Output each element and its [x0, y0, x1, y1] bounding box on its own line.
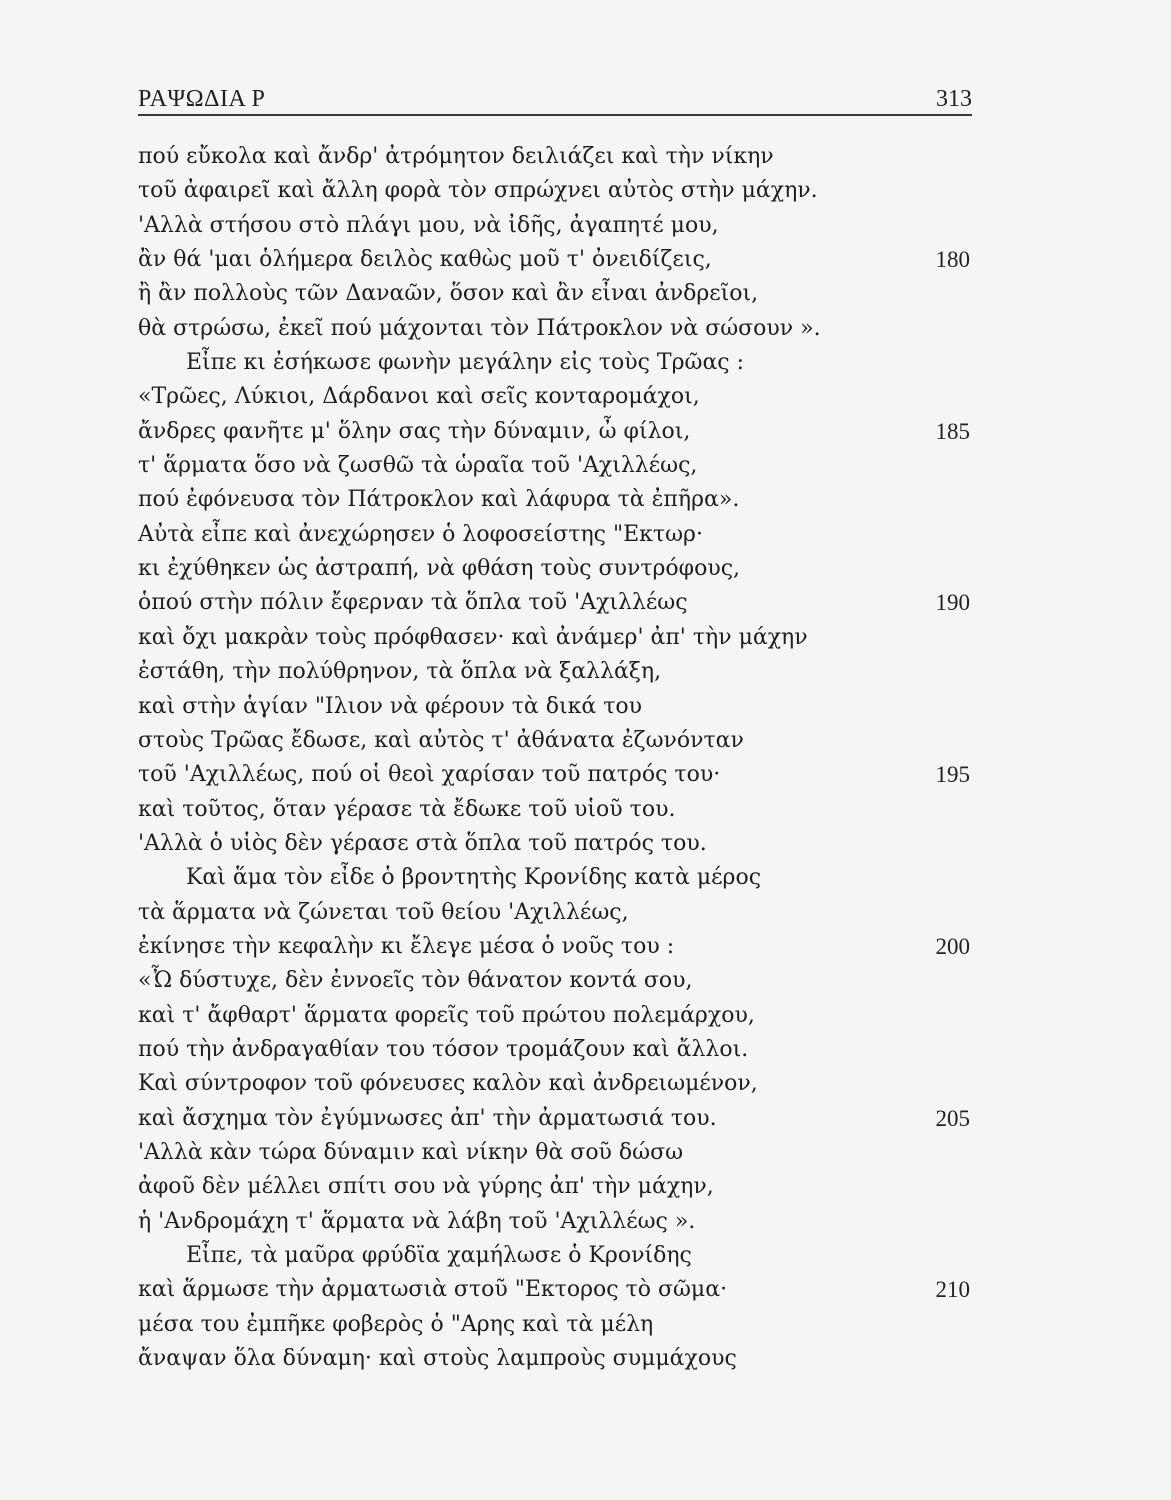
- verse-text: «Τρῶες, Λύκιοι, Δάρδανοι καὶ σεῖς κονταρομάχοι,: [138, 384, 700, 410]
- line-number: 195: [935, 762, 970, 788]
- verse-text: Καὶ ἅμα τὸν εἶδε ὁ βροντητὴς Κρονίδης κατὰ μέρος: [186, 865, 762, 891]
- verse-line: [138, 552, 972, 586]
- verse-line: [138, 827, 972, 861]
- verse-line: [138, 346, 972, 380]
- verse-text: καὶ ὄχι μακρὰν τοὺς πρόφθασεν· καὶ ἀνάμερ' ἀπ' τὴν μάχην: [138, 624, 808, 650]
- verse-text: Εἶπε κι ἐσήκωσε φωνὴν μεγάλην εἰς τοὺς Τρῶας :: [186, 350, 745, 376]
- verse-line: [138, 1136, 972, 1170]
- verse-text: 'Αλλὰ κὰν τώρα δύναμιν καὶ νίκην θὰ σοῦ δώσω: [138, 1139, 684, 1165]
- verse-text: στοὺς Τρῶας ἔδωσε, καὶ αὐτὸς τ' ἀθάνατα ἐζωνόνταν: [138, 727, 744, 753]
- verse-line: [138, 380, 972, 414]
- verse-line: [138, 964, 972, 998]
- verse-line: [138, 1308, 972, 1342]
- verse-text: πού εὔκολα καὶ ἄνδρ' ἀτρόμητον δειλιάζει καὶ τὴν νίκην: [138, 144, 774, 169]
- line-number: 210: [935, 1277, 970, 1303]
- verse-line: [138, 209, 972, 243]
- poem-text: [138, 140, 972, 1376]
- verse-text: Εἶπε, τὰ μαῦρα φρύδϊα χαμήλωσε ὁ Κρονίδης: [186, 1243, 692, 1268]
- verse-text: θὰ στρώσω, ἐκεῖ πού μάχονται τὸν Πάτροκλον νὰ σώσουν ».: [138, 315, 821, 341]
- verse-text: τ' ἅρματα ὅσο νὰ ζωσθῶ τὰ ὡραῖα τοῦ 'Αχιλλέως,: [138, 453, 698, 479]
- verse-text: 'Αλλὰ στήσου στὸ πλάγι μου, νὰ ἰδῆς, ἀγαπητέ μου,: [138, 212, 719, 238]
- verse-text: καὶ στὴν ἁγίαν "Ιλιον νὰ φέρουν τὰ δικά του: [138, 693, 643, 719]
- verse-line: [138, 793, 972, 827]
- verse-line: [138, 1239, 972, 1273]
- verse-line: [138, 277, 972, 311]
- verse-text: «Ὦ δύστυχε, δὲν ἐννοεῖς τὸν θάνατον κοντά σου,: [138, 968, 693, 994]
- verse-text: κι ἐχύθηκεν ὡς ἀστραπή, νὰ φθάση τοὺς συντρόφους,: [138, 556, 741, 582]
- verse-text: τὰ ἅρματα νὰ ζώνεται τοῦ θείου 'Αχιλλέως,: [138, 899, 629, 925]
- verse-text: ἐστάθη, τὴν πολύθρηνον, τὰ ὅπλα νὰ ξαλλάξη,: [138, 659, 662, 685]
- line-number: 205: [935, 1105, 970, 1131]
- verse-line: [138, 1067, 972, 1101]
- verse-line: [138, 930, 972, 964]
- verse-text: ἐκίνησε τὴν κεφαλὴν κι ἔλεγε μέσα ὁ νοῦς του :: [138, 933, 675, 959]
- verse-text: ἄναψαν ὅλα δύναμη· καὶ στοὺς λαμπροὺς συμμάχους: [138, 1346, 737, 1372]
- line-number: 190: [935, 590, 970, 616]
- verse-text: τοῦ ἀφαιρεῖ καὶ ἄλλη φορὰ τὸν σπρώχνει αὐτὸς στὴν μάχην.: [138, 178, 818, 204]
- verse-line: [138, 449, 972, 483]
- verse-text: καὶ ἅρμωσε τὴν ἀρματωσιὰ στοῦ "Εκτορος τὸ σῶμα·: [138, 1277, 728, 1303]
- verse-text: καὶ τοῦτος, ὅταν γέρασε τὰ ἔδωκε τοῦ υἱοῦ του.: [138, 796, 676, 822]
- verse-line: [138, 896, 972, 930]
- verse-text: τοῦ 'Αχιλλέως, πού οἱ θεοὶ χαρίσαν τοῦ πατρός του·: [138, 762, 721, 788]
- verse-line: [138, 1273, 972, 1307]
- verse-text: μέσα του ἐμπῆκε φοβερὸς ὁ "Αρης καὶ τὰ μέλη: [138, 1311, 654, 1337]
- line-number: 200: [935, 933, 970, 959]
- verse-text: ὁπού στὴν πόλιν ἔφερναν τὰ ὅπλα τοῦ 'Αχιλλέως: [138, 590, 688, 616]
- verse-text: ἄνδρες φανῆτε μ' ὅλην σας τὴν δύναμιν, ὦ φίλοι,: [138, 418, 691, 444]
- verse-text: πού ἐφόνευσα τὸν Πάτροκλον καὶ λάφυρα τὰ ἐπῆρα».: [138, 487, 740, 513]
- verse-text: ἂν θά 'μαι ὁλήμερα δειλὸς καθὼς μοῦ τ' ὀνειδίζεις,: [138, 247, 712, 273]
- page-number: 313: [936, 86, 972, 112]
- verse-line: [138, 174, 972, 208]
- verse-text: 'Αλλὰ ὁ υἱὸς δὲν γέρασε στὰ ὅπλα τοῦ πατρός του.: [138, 830, 707, 856]
- verse-line: [138, 518, 972, 552]
- verse-line: [138, 243, 972, 277]
- line-number: 180: [935, 247, 970, 273]
- line-number: 185: [935, 418, 970, 444]
- verse-line: [138, 1102, 972, 1136]
- verse-line: [138, 690, 972, 724]
- verse-line: [138, 483, 972, 517]
- verse-line: [138, 655, 972, 689]
- verse-line: [138, 724, 972, 758]
- verse-text: Αὐτὰ εἶπε καὶ ἀνεχώρησεν ὁ λοφοσείστης "Εκτωρ·: [138, 521, 703, 547]
- verse-line: [138, 999, 972, 1033]
- verse-line: [138, 621, 972, 655]
- verse-line: [138, 140, 972, 174]
- verse-text: ἀφοῦ δὲν μέλλει σπίτι σου νὰ γύρης ἀπ' τὴν μάχην,: [138, 1174, 714, 1200]
- verse-line: [138, 415, 972, 449]
- running-title: ΡΑΨΩΔΙΑ Ρ: [138, 86, 266, 112]
- verse-line: [138, 1170, 972, 1204]
- verse-line: [138, 861, 972, 895]
- verse-text: καὶ τ' ἄφθαρτ' ἅρματα φορεῖς τοῦ πρώτου πολεμάρχου,: [138, 1002, 755, 1028]
- verse-line: [138, 312, 972, 346]
- verse-line: [138, 586, 972, 620]
- verse-line: [138, 1342, 972, 1376]
- verse-line: [138, 1033, 972, 1067]
- verse-text: ἡ 'Ανδρομάχη τ' ἅρματα νὰ λάβη τοῦ 'Αχιλλέως ».: [138, 1208, 696, 1234]
- page-header: [138, 70, 972, 116]
- verse-text: Καὶ σύντροφον τοῦ φόνευσες καλὸν καὶ ἀνδρειωμένον,: [138, 1071, 758, 1097]
- verse-text: καὶ ἄσχημα τὸν ἐγύμνωσες ἀπ' τὴν ἀρματωσιά του.: [138, 1105, 717, 1131]
- verse-text: πού τὴν ἀνδραγαθίαν του τόσον τρομάζουν καὶ ἄλλοι.: [138, 1036, 749, 1062]
- verse-line: [138, 758, 972, 792]
- verse-line: [138, 1205, 972, 1239]
- verse-text: ἢ ἂν πολλοὺς τῶν Δαναῶν, ὅσον καὶ ἂν εἶναι ἀνδρεῖοι,: [138, 281, 759, 307]
